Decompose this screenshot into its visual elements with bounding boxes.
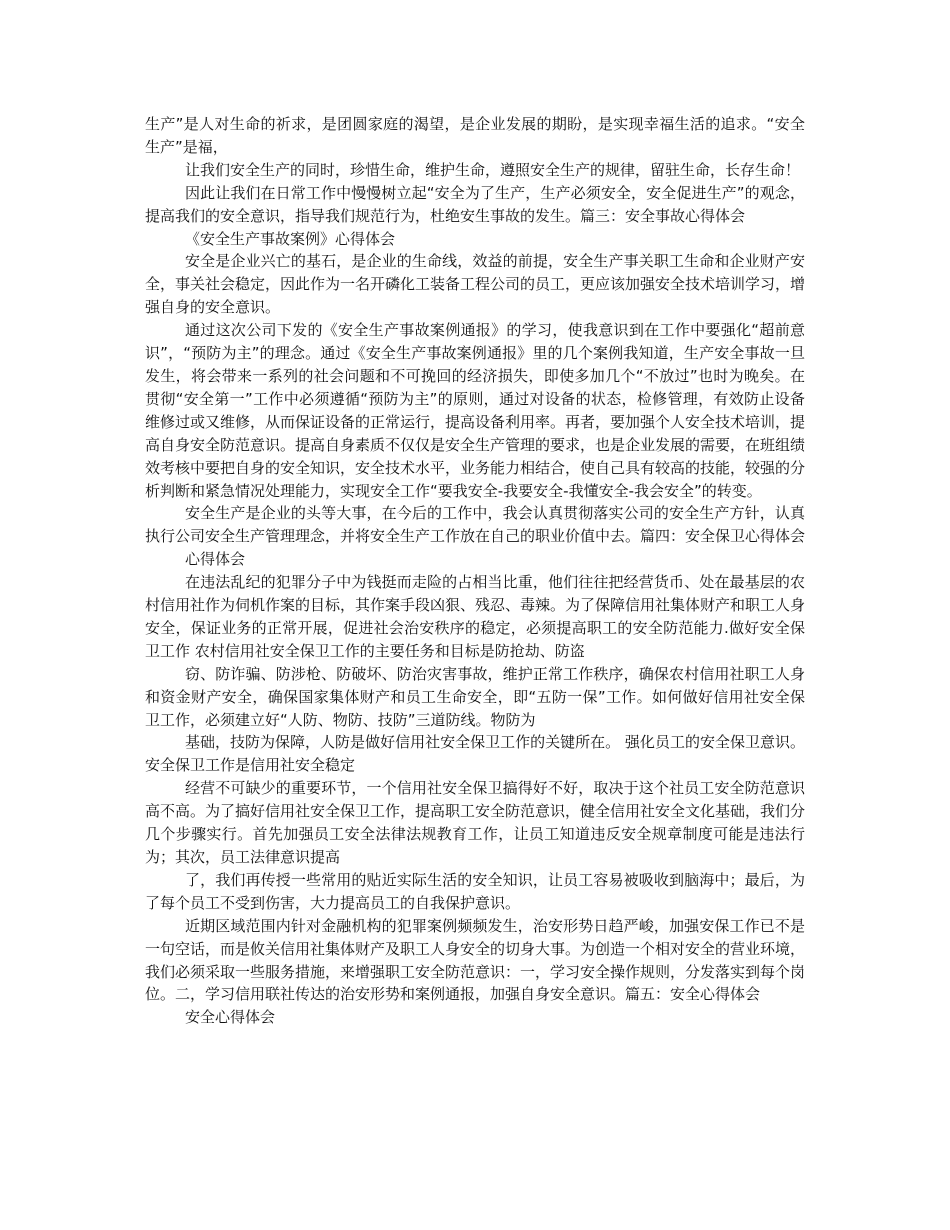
paragraph-5: 安全是企业兴亡的基石，是企业的生命线，效益的前提，安全生产事关职工生命和企业财产安全，事关社会稳定，因此作为一名开磷化工装备工程公司的员工，更应该加强安全技术培训学习，增强自身的安全意识。 xyxy=(145,252,806,317)
paragraph-13: 了，我们再传授一些常用的贴近实际生活的安全知识，让员工容易被吸收到脑海中；最后，为了每个员工不受到伤害，大力提高员工的自我保护意识。 xyxy=(145,870,805,912)
paragraph-6: 通过这次公司下发的《安全生产事故案例通报》的学习，使我意识到在工作中要强化“超前意识”，“预防为主”的理念。通过《安全生产事故案例通报》里的几个案例我知道，生产安全事故一旦发生，将会带来一系列的社会问题和不可挽回的经济损失，即使多加几个“不放过”也时为晚矣。在贯彻“安全第一”工作中必须遵循“预防为主”的原则，通过对设备的状态，检修管理，有效防止设备维修过或又维修，从而保证设备的正常运行，提高设备利用率。再者，要加强个人安全技术培训，提高自身安全防范意识。提高自身素质不仅仅是安全生产管理的要求，也是企业发展的需要，在班组绩效考核中要把自身的安全知识，安全技术水平，业务能力相结合，使自己具有较高的技能，较强的分析判断和紧急情况处理能力，实现安全工作“要我安全-我要安全-我懂安全-我会安全”的转变。 xyxy=(145,321,806,500)
paragraph-11: 基础，技防为保障，人防是做好信用社安全保卫工作的关键所在。 强化员工的安全保卫意识。安全保卫工作是信用社安全稳定 xyxy=(145,733,805,775)
paragraph-7: 安全生产是企业的头等大事，在今后的工作中，我会认真贯彻落实公司的安全生产方针，认真执行公司安全生产管理理念，并将安全生产工作放在自己的职业价值中去。篇四：安全保卫心得体会 xyxy=(145,504,806,546)
paragraph-10: 窃、防诈骗、防涉枪、防破坏、防治灾害事故，维护正常工作秩序，确保农村信用社职工人身和资金财产安全，确保国家集体财产和员工生命安全，即“五防一保”工作。如何做好信用社安全保卫工作，必须建立好“人防、物防、技防”三道防线。物防为 xyxy=(145,664,805,729)
section-heading-reflection: 心得体会 xyxy=(185,550,246,569)
document-body xyxy=(145,113,805,1029)
paragraph-1: 生产”是人对生命的祈求，是团圆家庭的渴望，是企业发展的期盼，是实现幸福生活的追求。“安全生产”是福， xyxy=(145,115,805,156)
paragraph-14: 近期区域范围内针对金融机构的犯罪案例频频发生，治安形势日趋严峻，加强安保工作已不是一句空话，而是攸关信用社集体财产及职工人身安全的切身大事。为创造一个相对安全的营业环境，我们必须采取一些服务措施，来增强职工安全防范意识：一，学习安全操作规则，分发落实到每个岗位。二，学习信用联社传达的治安形势和案例通报，加强自身安全意识。篇五：安全心得体会 xyxy=(145,916,806,1004)
section-heading-case-study: 《安全生产事故案例》心得体会 xyxy=(185,229,396,248)
paragraph-9: 在违法乱纪的犯罪分子中为钱挺而走险的占相当比重，他们往往把经营货币、处在最基层的农村信用社作为伺机作案的目标，其作案手段凶狠、残忍、毒辣。为了保障信用社集体财产和职工人身安全，保证业务的正常开展，促进社会治安秩序的稳定，必须提高职工的安全防范能力.做好安全保卫工作 农村信用社安全保卫工作的主要任务和目标是防抢劫、防盗 xyxy=(145,573,806,660)
paragraph-3: 因此让我们在日常工作中慢慢树立起“安全为了生产，生产必须安全，安全促进生产”的观念，提高我们的安全意识，指导我们规范行为，杜绝安生事故的发生。篇三：安全事故心得体会 xyxy=(145,183,805,225)
paragraph-2: 让我们安全生产的同时，珍惜生命，维护生命，遵照安全生产的规律，留驻生命，长存生命！ xyxy=(185,160,801,179)
paragraph-12: 经营不可缺少的重要环节，一个信用社安全保卫搞得好不好，取决于这个社员工安全防范意识高不高。为了搞好信用社安全保卫工作，提高职工安全防范意识，健全信用社安全文化基础，我们分几个步骤实行。首先加强员工安全法律法规教育工作，让员工知道违反安全规章制度可能是违法行为；其次，员工法律意识提高 xyxy=(145,779,806,866)
section-heading-safety: 安全心得体会 xyxy=(185,1008,276,1027)
